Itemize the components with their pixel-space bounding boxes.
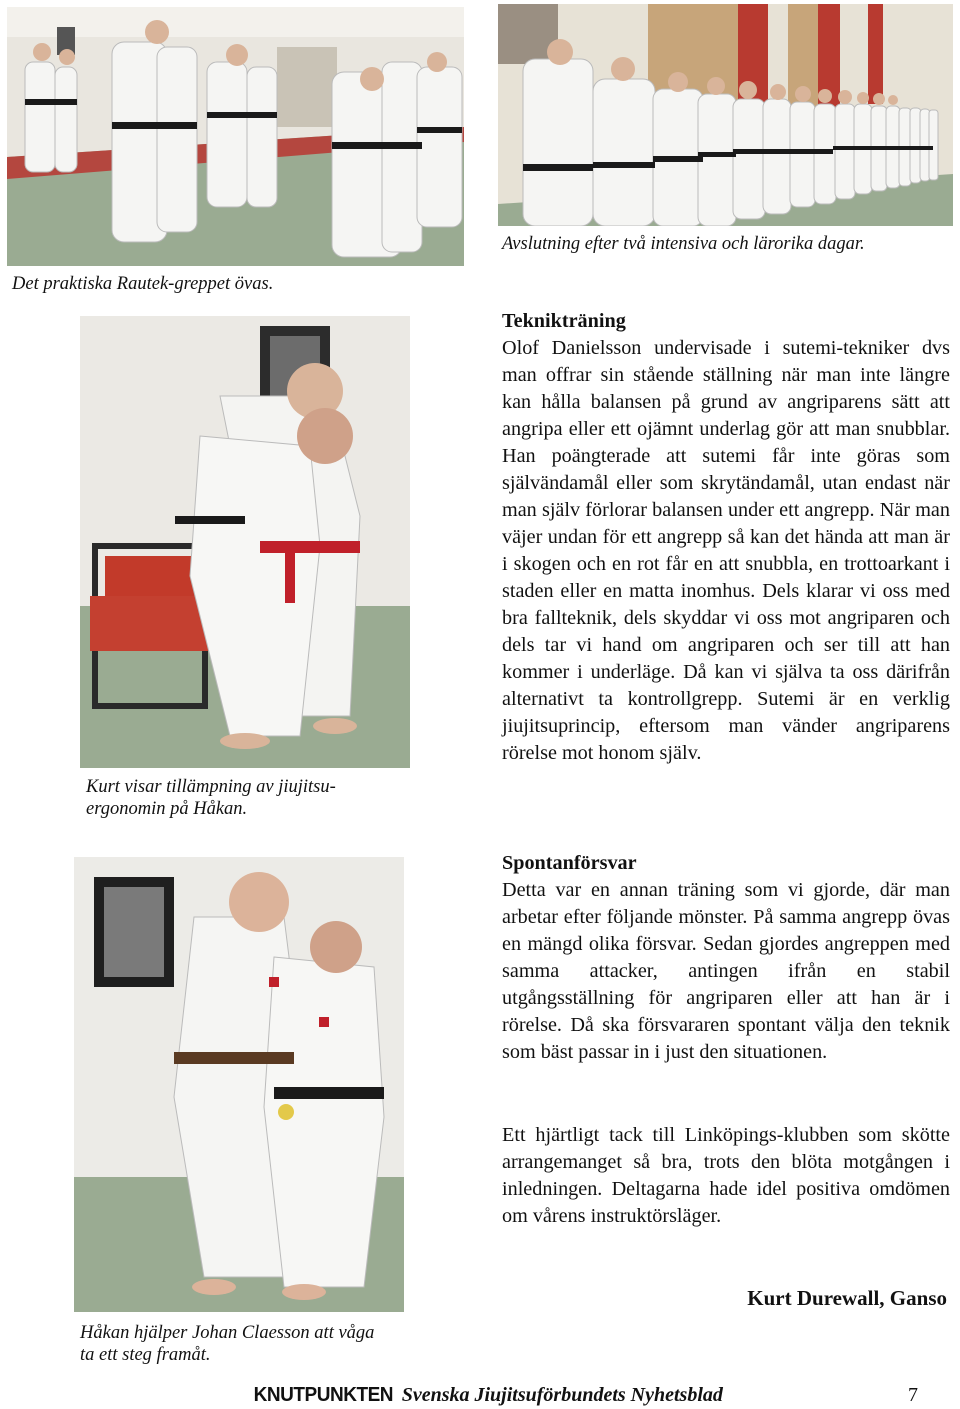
- caption-kurt: [86, 776, 336, 820]
- article-section-teknik: [502, 308, 950, 767]
- caption-kurt-line1: Kurt visar tillämpning av jiujitsu-: [86, 777, 336, 797]
- section-heading-teknik: Teknikträning: [502, 310, 626, 332]
- caption-closing: Avslutning efter två intensiva och lärorika dagar.: [502, 234, 865, 254]
- newsletter-brand: KNUTPUNKTEN: [253, 1384, 394, 1406]
- caption-hakan-line2: ta ett steg framåt.: [80, 1345, 211, 1365]
- caption-hakan-line1: Håkan hjälper Johan Claesson att våga: [80, 1323, 375, 1343]
- photo-closing-lineup: [498, 4, 953, 226]
- caption-rautek: Det praktiska Rautek-greppet övas.: [12, 274, 274, 294]
- photo-kurt-demonstration: [80, 316, 410, 768]
- author-signature: Kurt Durewall, Ganso: [747, 1286, 947, 1310]
- article-section-spontan: [502, 850, 950, 1066]
- section-text-teknik: Olof Danielsson undervisade i sutemi-tekniker dvs man offrar sin stående ställning när man inte längre kan hålla balansen på grund av angriparens sätt att angripa eller ett ojämnt underlag gör att man snubblar. Han poängterade att sutemi får inte göras som självändamål eller som skrytändamål, utan endast när man själv förlorar balansen under ett angrepp. När man väjer undan för ett angrepp så kan det hända att man är i skogen och en rot får en att snubbla, en trottoarkant i staden eller en matta inomhus. Dels klarar vi oss med bra fallteknik, dels skyddar vi oss mot angriparen och dels tar vi hand om angriparen och ser till att han kommer i underläge. Då kan vi själva ta oss därifrån alternativt ta kontrollgrepp. Sutemi är en verklig jiujitsuprincip, eftersom man vänder angriparens rörelse mot honom själv.: [502, 337, 950, 764]
- closing-text: Ett hjärtligt tack till Linköpings-klubben som skötte arrangemanget så bra, trots den blöta motgången i inledningen. Deltagarna hade idel positiva omdömen om vårens instruktörsläger.: [502, 1124, 950, 1227]
- caption-hakan: [80, 1322, 374, 1366]
- caption-kurt-line2: ergonomin på Håkan.: [86, 799, 248, 819]
- photo-hakan-johan: [74, 857, 404, 1312]
- section-heading-spontan: Spontanförsvar: [502, 852, 637, 874]
- page-footer: [250, 1384, 723, 1407]
- article-closing: [502, 1122, 950, 1230]
- photo-rautek-grip: [7, 7, 464, 266]
- newsletter-subtitle: Svenska Jiujitsuförbundets Nyhetsblad: [401, 1384, 723, 1406]
- section-text-spontan: Detta var en annan träning som vi gjorde, där man arbetar efter följande mönster. På samma angrepp övas en mängd olika försvar. Sedan gjordes angreppen med samma attacker, antingen ifrån en stabil utgångsställning för angriparen eller att han är i rörelse. Då ska försvararen spontant välja den teknik som bäst passar in i just den situationen.: [502, 879, 950, 1063]
- page-number: 7: [908, 1384, 918, 1406]
